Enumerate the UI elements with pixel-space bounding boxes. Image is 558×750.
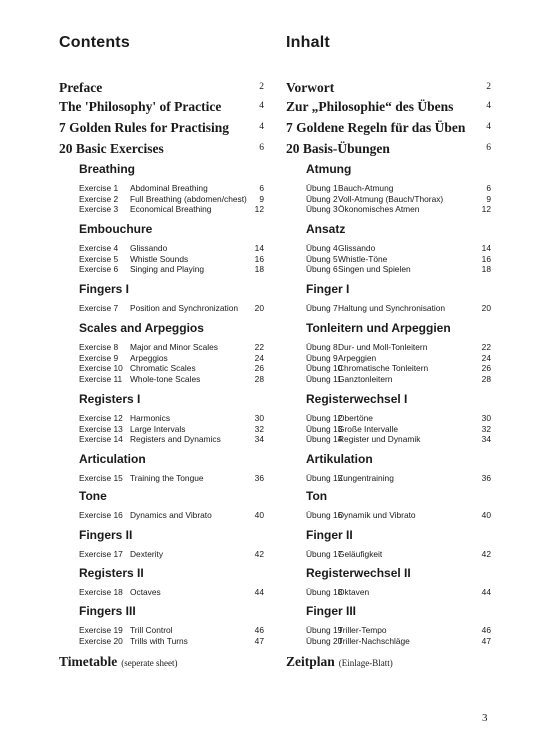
page-ref: 47 — [481, 635, 491, 646]
exercise-entry-de[interactable] — [306, 510, 491, 521]
exercise-number: Exercise 16 — [79, 510, 123, 520]
exercise-entry-de[interactable] — [306, 194, 491, 205]
exercise-number: Exercise 3 — [79, 204, 119, 214]
exercise-title: Große Intervalle — [338, 423, 399, 434]
exercise-title: Singen und Spielen — [338, 264, 411, 274]
section-heading-en: Registers II — [79, 566, 144, 580]
exercise-title: Full Breathing (abdomen/chest) — [130, 193, 247, 204]
section-heading-en: Registers I — [79, 392, 141, 406]
page-ref: 26 — [254, 363, 264, 373]
main-entry-label: The 'Philosophy' of Practice — [59, 99, 222, 114]
exercise-number: Übung 7 — [306, 303, 338, 313]
exercise-title: Major and Minor Scales — [130, 342, 218, 352]
main-entry-en[interactable] — [59, 120, 264, 136]
exercise-number: Übung 11 — [306, 373, 342, 384]
exercise-entry-en[interactable] — [79, 510, 264, 521]
exercise-entry-de[interactable] — [306, 264, 491, 275]
section-heading-de: Tonleitern und Arpeggien — [306, 321, 451, 335]
exercise-number: Übung 1 — [306, 183, 338, 193]
page-ref: 12 — [254, 204, 264, 214]
page-ref: 22 — [254, 342, 264, 352]
page-ref: 44 — [254, 587, 264, 597]
main-entry-en[interactable] — [59, 99, 264, 115]
page-ref: 12 — [481, 204, 491, 214]
exercise-title: Registers and Dynamics — [130, 434, 221, 444]
exercise-entry-en[interactable] — [79, 353, 264, 364]
page-ref: 20 — [481, 303, 491, 313]
page-ref: 4 — [259, 122, 264, 132]
exercise-entry-en[interactable] — [79, 473, 264, 484]
exercise-number: Übung 20 — [306, 635, 343, 646]
main-entry-en[interactable] — [59, 141, 264, 157]
timetable-title: Zeitplan — [286, 654, 335, 669]
page-ref: 32 — [481, 423, 491, 434]
exercise-entry-de[interactable] — [306, 363, 491, 374]
exercise-entry-de[interactable] — [306, 342, 491, 353]
exercise-entry-de[interactable] — [306, 183, 491, 194]
section-heading-en: Breathing — [79, 162, 136, 176]
main-entry-label: Zur „Philosophie“ des Übens — [286, 99, 454, 114]
exercise-entry-de[interactable] — [306, 303, 491, 314]
exercise-number: Exercise 2 — [79, 193, 119, 204]
exercise-entry-en[interactable] — [79, 204, 264, 215]
exercise-number: Übung 10 — [306, 363, 343, 373]
exercise-title: Whistle Sounds — [130, 253, 189, 264]
exercise-entry-en[interactable] — [79, 264, 264, 275]
page-ref: 32 — [254, 423, 264, 434]
timetable-title: Timetable — [59, 654, 118, 669]
exercise-title: Trill Control — [130, 625, 173, 635]
page-ref: 28 — [481, 373, 491, 384]
page-number: 3 — [482, 712, 488, 724]
exercise-number: Übung 2 — [306, 193, 338, 204]
exercise-number: Exercise 10 — [79, 363, 123, 373]
exercise-entry-en[interactable] — [79, 374, 264, 385]
exercise-title: Octaves — [130, 587, 161, 597]
page-ref: 2 — [486, 82, 491, 92]
page-ref: 9 — [486, 193, 491, 204]
section-heading-en: Scales and Arpeggios — [79, 321, 204, 335]
exercise-title: Position and Synchronization — [130, 303, 239, 313]
timetable-entry-de[interactable] — [286, 653, 393, 671]
exercise-entry-de[interactable] — [306, 434, 491, 445]
page-ref: 4 — [486, 122, 491, 132]
exercise-title: Bauch-Atmung — [338, 183, 394, 193]
exercise-entry-de[interactable] — [306, 413, 491, 424]
exercise-entry-en[interactable] — [79, 549, 264, 560]
exercise-entry-en[interactable] — [79, 194, 264, 205]
inhalt-heading: Inhalt — [286, 34, 330, 51]
section-heading-de: Finger III — [306, 604, 357, 618]
exercise-number: Übung 12 — [306, 413, 343, 423]
exercise-title: Glissando — [338, 243, 376, 253]
section-heading-en: Embouchure — [79, 222, 153, 236]
exercise-title: Triller-Nachschläge — [338, 635, 410, 646]
exercise-title: Register und Dynamik — [338, 434, 421, 444]
exercise-entry-de[interactable] — [306, 587, 491, 598]
main-entry-label: Vorwort — [286, 80, 335, 95]
exercise-entry-en[interactable] — [79, 303, 264, 314]
exercise-number: Übung 19 — [306, 625, 343, 635]
page-ref: 4 — [486, 101, 491, 111]
exercise-title: Singing and Playing — [130, 264, 205, 274]
exercise-title: Chromatic Scales — [130, 363, 196, 373]
exercise-number: Exercise 13 — [79, 423, 123, 434]
page-ref: 40 — [254, 510, 264, 520]
exercise-number: Übung 4 — [306, 243, 338, 253]
page-ref: 2 — [259, 82, 264, 92]
page-ref: 18 — [481, 264, 491, 274]
exercise-number: Übung 3 — [306, 204, 338, 214]
page-ref: 16 — [254, 253, 264, 264]
exercise-number: Übung 17 — [306, 549, 343, 559]
exercise-number: Exercise 4 — [79, 243, 119, 253]
exercise-entry-de[interactable] — [306, 204, 491, 215]
section-heading-de: Artikulation — [306, 452, 373, 466]
exercise-number: Exercise 19 — [79, 625, 123, 635]
page-ref: 6 — [486, 143, 491, 153]
page-ref: 42 — [481, 549, 491, 559]
exercise-title: Obertöne — [338, 413, 373, 423]
exercise-number: Exercise 20 — [79, 635, 123, 646]
page-ref: 30 — [481, 413, 491, 423]
section-heading-de: Atmung — [306, 162, 352, 176]
exercise-entry-en[interactable] — [79, 243, 264, 254]
main-entry-de[interactable] — [286, 99, 491, 115]
section-heading-en: Fingers II — [79, 528, 133, 542]
exercise-number: Übung 9 — [306, 352, 338, 363]
main-entry-de[interactable] — [286, 141, 491, 157]
timetable-note: (Einlage-Blatt) — [338, 658, 393, 668]
exercise-number: Exercise 5 — [79, 253, 119, 264]
page-ref: 28 — [254, 373, 264, 384]
main-entry-label: Preface — [59, 80, 103, 95]
page-ref: 24 — [254, 352, 264, 363]
exercise-entry-de[interactable] — [306, 254, 491, 265]
exercise-entry-en[interactable] — [79, 424, 264, 435]
exercise-entry-en[interactable] — [79, 625, 264, 636]
exercise-title: Abdominal Breathing — [130, 183, 208, 193]
exercise-entry-en[interactable] — [79, 413, 264, 424]
timetable-note: (seperate sheet) — [121, 658, 178, 668]
exercise-title: Harmonics — [130, 413, 171, 423]
main-entry-label: 20 Basic Exercises — [59, 141, 164, 156]
section-heading-de: Registerwechsel I — [306, 392, 408, 406]
exercise-number: Exercise 17 — [79, 549, 123, 559]
exercise-entry-en[interactable] — [79, 342, 264, 353]
exercise-entry-en[interactable] — [79, 363, 264, 374]
exercise-number: Exercise 18 — [79, 587, 123, 597]
exercise-title: Dur- und Moll-Tonleitern — [338, 342, 428, 352]
section-heading-de: Ton — [306, 489, 328, 503]
exercise-number: Übung 8 — [306, 342, 338, 352]
exercise-number: Exercise 1 — [79, 183, 119, 193]
exercise-entry-de[interactable] — [306, 473, 491, 484]
exercise-number: Exercise 8 — [79, 342, 119, 352]
page-ref: 18 — [254, 264, 264, 274]
exercise-entry-de[interactable] — [306, 625, 491, 636]
page-ref: 26 — [481, 363, 491, 373]
exercise-entry-de[interactable] — [306, 424, 491, 435]
exercise-title: Triller-Tempo — [338, 625, 387, 635]
exercise-title: Haltung und Synchronisation — [338, 303, 446, 313]
exercise-number: Exercise 9 — [79, 352, 119, 363]
exercise-entry-de[interactable] — [306, 374, 491, 385]
exercise-title: Ganztonleitern — [338, 373, 393, 384]
page-ref: 6 — [486, 183, 491, 193]
exercise-title: Zungentraining — [338, 473, 394, 483]
page-ref: 40 — [481, 510, 491, 520]
exercise-title: Geläufigkeit — [338, 549, 383, 559]
exercise-number: Exercise 14 — [79, 434, 123, 444]
main-entry-label: 7 Golden Rules for Practising — [59, 120, 229, 135]
exercise-number: Exercise 7 — [79, 303, 119, 313]
exercise-title: Arpeggios — [130, 352, 168, 363]
page-ref: 6 — [259, 143, 264, 153]
exercise-title: Training the Tongue — [130, 473, 204, 483]
page-ref: 24 — [481, 352, 491, 363]
exercise-title: Dexterity — [130, 549, 164, 559]
exercise-title: Whole-tone Scales — [130, 373, 201, 384]
exercise-number: Übung 14 — [306, 434, 343, 444]
section-heading-en: Articulation — [79, 452, 146, 466]
exercise-title: Oktaven — [338, 587, 370, 597]
page-ref: 14 — [254, 243, 264, 253]
page-ref: 46 — [254, 625, 264, 635]
exercise-number: Exercise 6 — [79, 264, 119, 274]
exercise-number: Exercise 12 — [79, 413, 123, 423]
page-ref: 34 — [481, 434, 491, 444]
exercise-number: Übung 6 — [306, 264, 338, 274]
page-ref: 6 — [259, 183, 264, 193]
section-heading-de: Finger I — [306, 282, 350, 296]
exercise-entry-de[interactable] — [306, 549, 491, 560]
exercise-number: Übung 5 — [306, 253, 338, 264]
exercise-title: Voll-Atmung (Bauch/Thorax) — [338, 193, 444, 204]
exercise-title: Large Intervals — [130, 423, 186, 434]
page-ref: 14 — [481, 243, 491, 253]
exercise-number: Übung 16 — [306, 510, 343, 520]
exercise-title: Dynamics and Vibrato — [130, 510, 212, 520]
section-heading-de: Registerwechsel II — [306, 566, 411, 580]
section-heading-de: Ansatz — [306, 222, 346, 236]
main-entry-en[interactable] — [59, 80, 264, 96]
section-heading-de: Finger II — [306, 528, 353, 542]
page-ref: 16 — [481, 253, 491, 264]
exercise-title: Glissando — [130, 243, 168, 253]
page-ref: 20 — [254, 303, 264, 313]
page-ref: 42 — [254, 549, 264, 559]
exercise-number: Exercise 15 — [79, 473, 123, 483]
main-entry-label: 20 Basis-Übungen — [286, 141, 390, 156]
exercise-title: Dynamik und Vibrato — [338, 510, 416, 520]
exercise-entry-de[interactable] — [306, 636, 491, 647]
exercise-number: Exercise 11 — [79, 373, 123, 384]
section-heading-en: Fingers III — [79, 604, 136, 618]
exercise-title: Arpeggien — [338, 352, 377, 363]
page-ref: 44 — [481, 587, 491, 597]
page-ref: 46 — [481, 625, 491, 635]
page-ref: 22 — [481, 342, 491, 352]
exercise-entry-de[interactable] — [306, 243, 491, 254]
exercise-entry-en[interactable] — [79, 183, 264, 194]
exercise-entry-en[interactable] — [79, 636, 264, 647]
exercise-title: Whistle-Töne — [338, 253, 388, 264]
page-ref: 47 — [254, 635, 264, 646]
page-ref: 34 — [254, 434, 264, 444]
page-ref: 4 — [259, 101, 264, 111]
section-heading-en: Fingers I — [79, 282, 130, 296]
main-entry-de[interactable] — [286, 80, 491, 96]
contents-heading: Contents — [59, 34, 130, 51]
exercise-entry-en[interactable] — [79, 587, 264, 598]
main-entry-label: 7 Goldene Regeln für das Üben — [286, 120, 466, 135]
exercise-number: Übung 18 — [306, 587, 343, 597]
exercise-number: Übung 13 — [306, 423, 343, 434]
main-entry-de[interactable] — [286, 120, 491, 136]
exercise-title: Economical Breathing — [130, 204, 212, 214]
exercise-title: Trills with Turns — [130, 635, 188, 646]
page-ref: 9 — [259, 193, 264, 204]
exercise-entry-en[interactable] — [79, 434, 264, 445]
exercise-number: Übung 15 — [306, 473, 343, 483]
section-heading-en: Tone — [79, 489, 107, 503]
exercise-entry-de[interactable] — [306, 353, 491, 364]
page-ref: 36 — [481, 473, 491, 483]
page-ref: 30 — [254, 413, 264, 423]
page-ref: 36 — [254, 473, 264, 483]
exercise-title: Ökonomisches Atmen — [338, 204, 420, 214]
exercise-entry-en[interactable] — [79, 254, 264, 265]
timetable-entry-en[interactable] — [59, 653, 177, 671]
exercise-title: Chromatische Tonleitern — [338, 363, 429, 373]
